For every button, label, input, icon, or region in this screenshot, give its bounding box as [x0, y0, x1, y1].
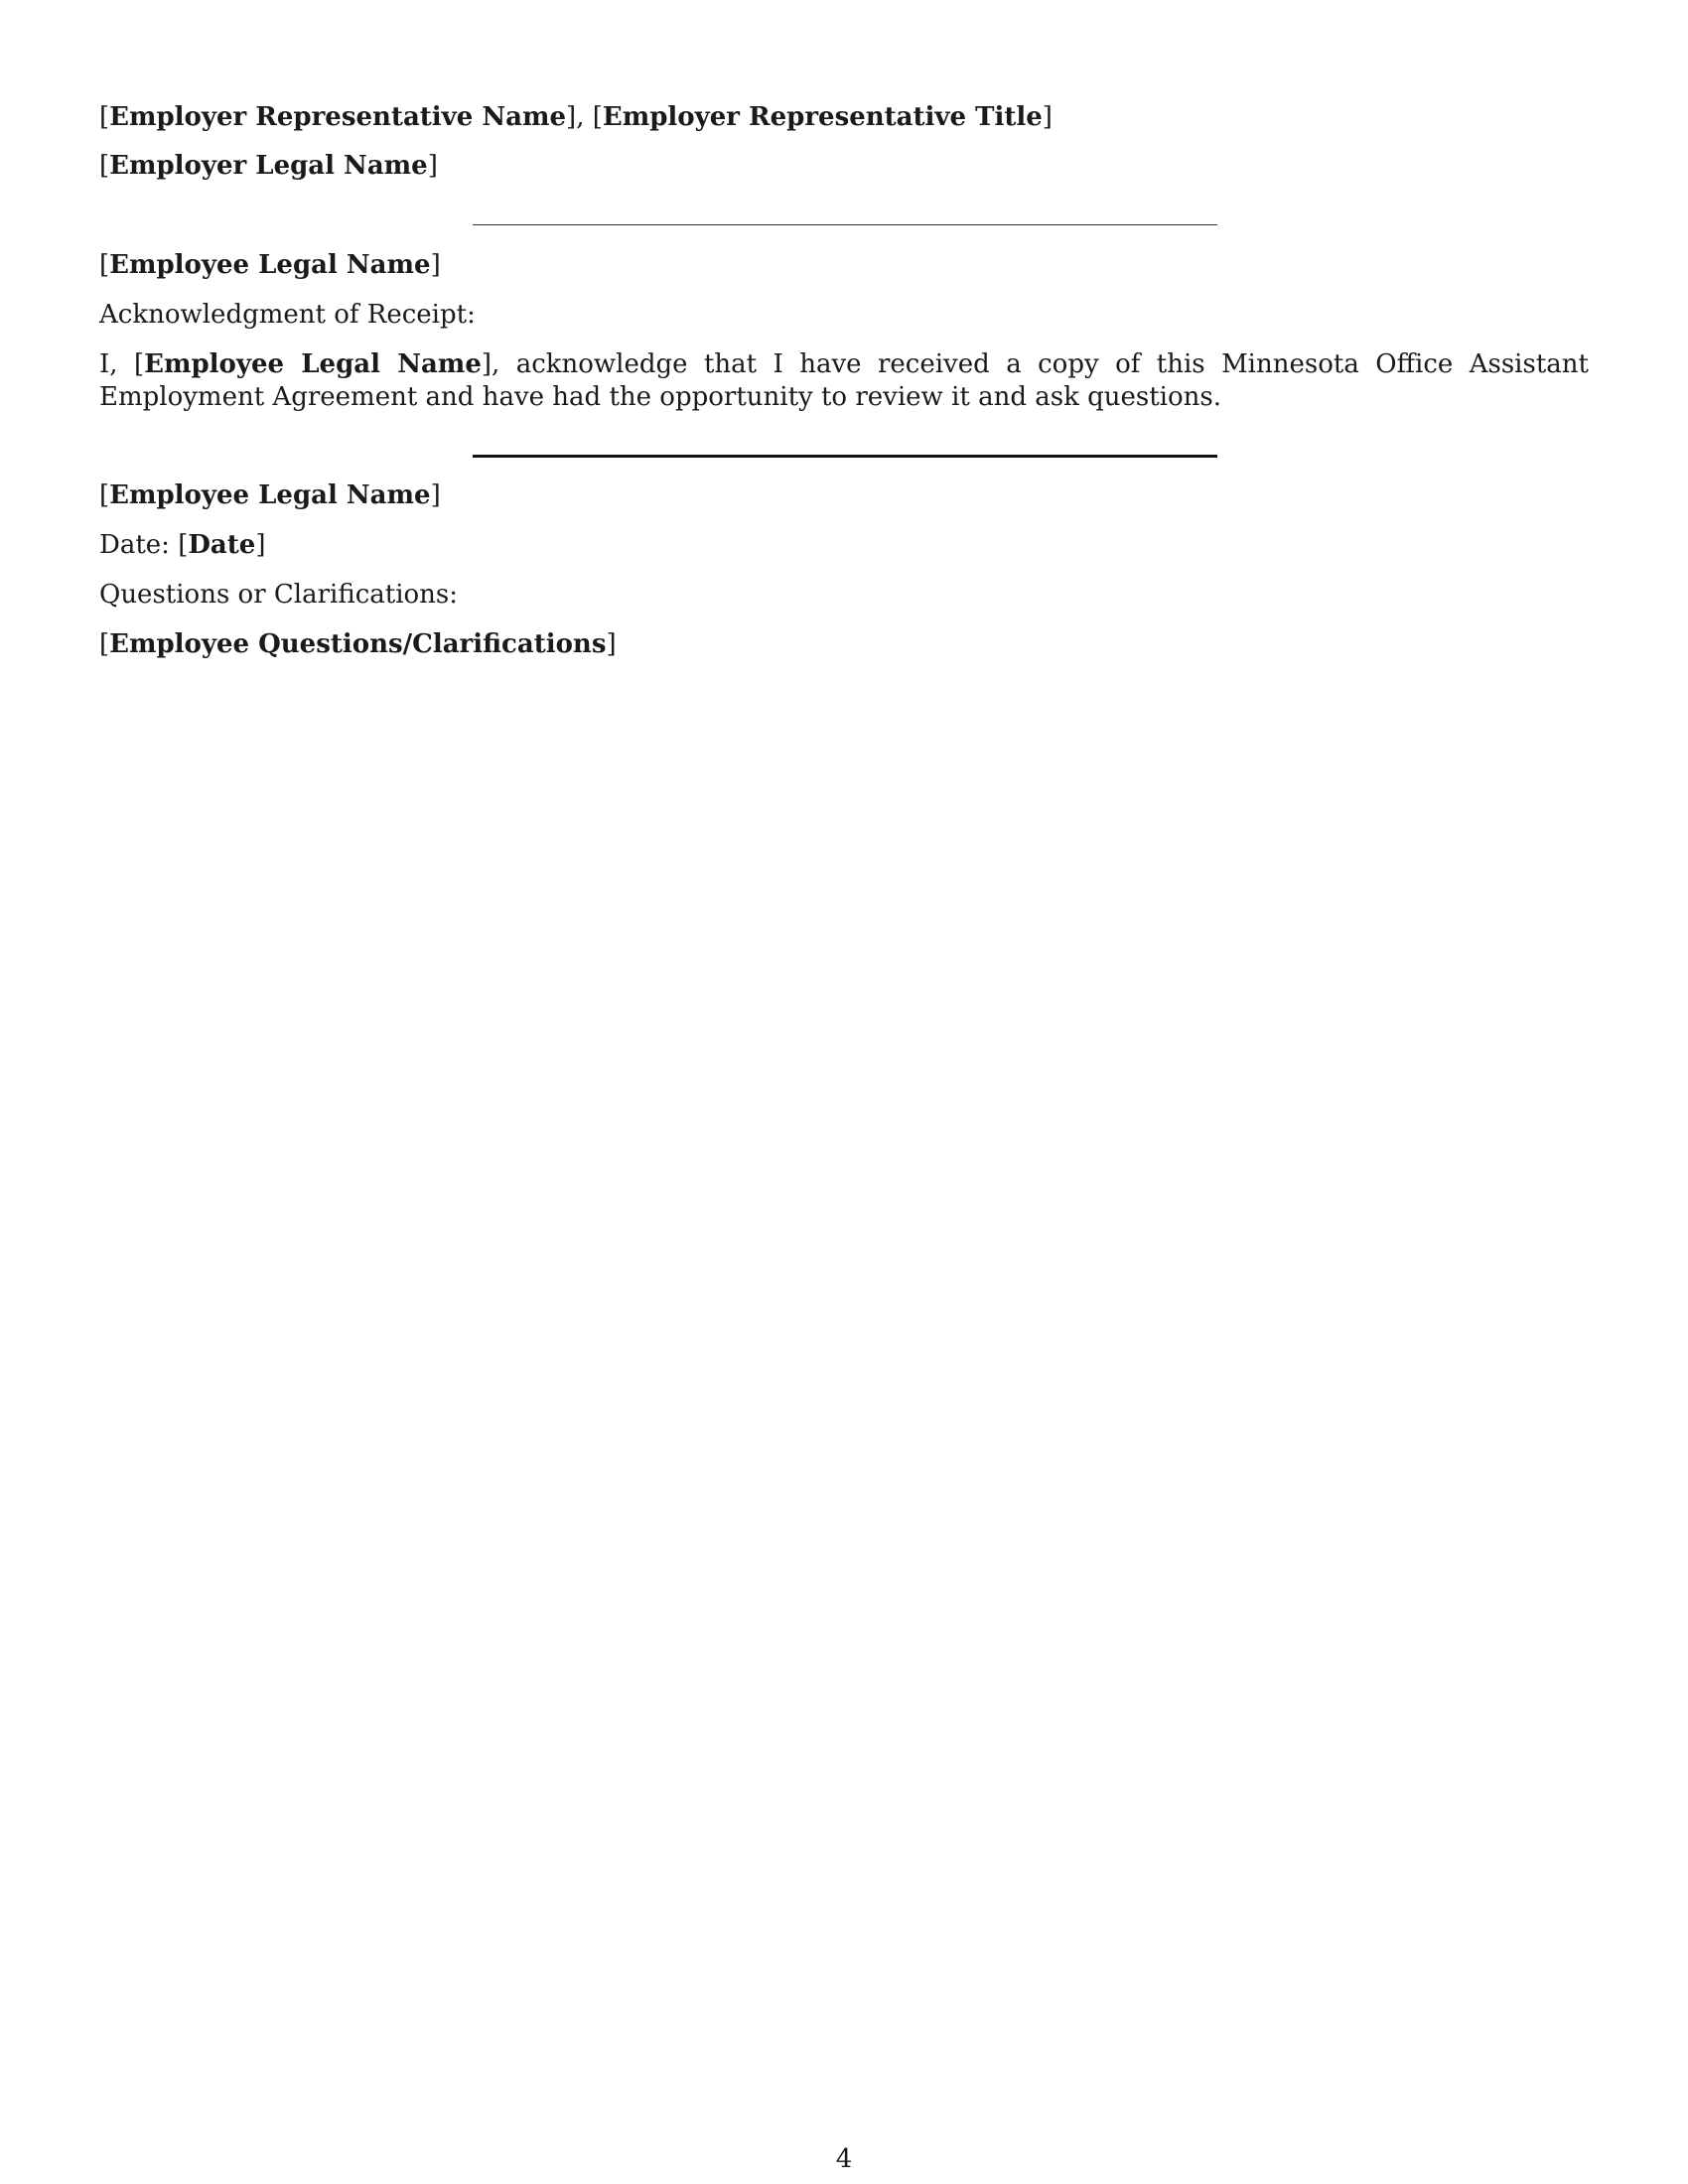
- page-number: 4: [835, 2144, 853, 2174]
- questions-line: [Employee Questions/Clarifications]: [99, 629, 617, 659]
- acknowledgment-signature-line: [473, 455, 1217, 458]
- acknowledgment-prefix: I,: [99, 349, 134, 379]
- acknowledgment-signer-name: Employee Legal Name: [109, 480, 431, 510]
- acknowledgment-heading: Acknowledgment of Receipt:: [99, 300, 476, 330]
- acknowledgment-employee-name-line: [Employee Legal Name]: [99, 480, 441, 510]
- questions-label: Questions or Clarifications:: [99, 580, 459, 610]
- employee-signature-line: [473, 224, 1217, 225]
- date-value: Date: [188, 530, 256, 560]
- employer-representative-name: Employer Representative Name: [109, 102, 567, 132]
- questions-placeholder: Employee Questions/Clarifications: [109, 629, 607, 659]
- acknowledgment-body: , acknowledge that I have received a copy of this Minnesota Office Assistant Employment Agreement and have had the opportunity to review it and ask questions.: [99, 349, 1589, 412]
- date-label: Date:: [99, 530, 170, 560]
- acknowledgment-paragraph: I, [Employee Legal Name], acknowledge that I have received a copy of this Minnesota Office Assistant Employment Agreement and have had the opportunity to review it and ask questions.: [99, 349, 1589, 412]
- employer-legal-name: Employer Legal Name: [109, 151, 428, 181]
- employer-representative-title: Employer Representative Title: [602, 102, 1043, 132]
- employer-representative-line: [Employer Representative Name], [Employer Representative Title]: [99, 102, 1053, 132]
- employee-legal-name-line: [Employee Legal Name]: [99, 250, 441, 280]
- acknowledgment-employee-name: Employee Legal Name: [144, 349, 482, 379]
- employee-legal-name: Employee Legal Name: [109, 250, 431, 280]
- date-line: Date: [Date]: [99, 530, 266, 560]
- employer-legal-name-line: [Employer Legal Name]: [99, 151, 438, 181]
